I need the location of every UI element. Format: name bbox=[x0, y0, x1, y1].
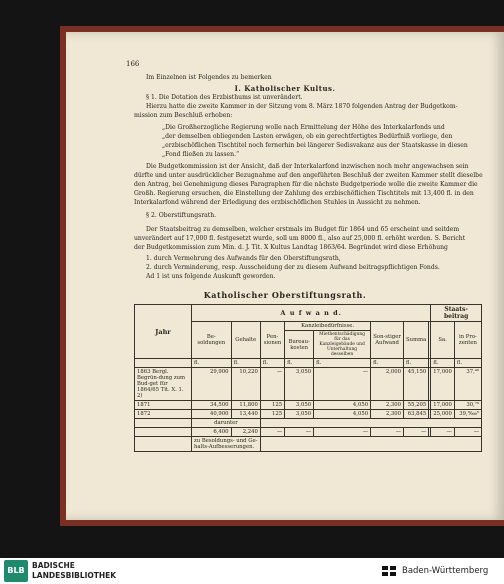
cell-sonst: 2,000 bbox=[371, 368, 404, 401]
col-jahr: Jahr bbox=[135, 305, 192, 359]
cell-dash: — bbox=[454, 428, 481, 437]
unit: fl. bbox=[231, 359, 260, 368]
cell-extra-b: 2,240 bbox=[231, 428, 260, 437]
body-line: „Die Großherzogliche Regierung wolle nach Ermittelung der Höhe des Interkalarfonds und bbox=[162, 124, 445, 131]
page-number: 166 bbox=[126, 60, 140, 68]
body-line: 2. durch Verminderung, resp. Ausscheidung der zu diesem Aufwand beitragspflichtigen Fonds. bbox=[146, 264, 440, 271]
cell-sa: 25,000 bbox=[431, 410, 455, 419]
col-prozenten: in Pro-zenten bbox=[454, 322, 481, 359]
cell-extra-label: zu Besoldungs- und Ge-halts-Aufbesserungen. bbox=[192, 437, 261, 452]
blb-line2: LANDESBIBLIOTHEK bbox=[32, 571, 117, 580]
col-staatsbeitrag: Staats-beitrag bbox=[431, 305, 482, 322]
cell-gehalte: 11,800 bbox=[231, 401, 260, 410]
cell-dash: — bbox=[260, 428, 284, 437]
blb-logo: BLB bbox=[4, 560, 28, 582]
body-line: Der Staatsbeitrag zu demselben, welcher erstmals im Budget für 1864 und 65 erscheint und seitdem bbox=[146, 226, 460, 233]
budget-table bbox=[134, 304, 482, 452]
cell-gehalte: 10,220 bbox=[231, 368, 260, 401]
col-miethe: Miethentschädigung für das Kanzleigebäude und Unterhaltung desselben bbox=[314, 331, 371, 359]
blb-name bbox=[32, 561, 116, 581]
body-line: der Budgetkommission zum Min. d. J. Tit. X Kultus Landtag 1863/64. Begründet wird diese Erhöhung bbox=[134, 244, 448, 251]
col-pensionen: Pen-sionen bbox=[260, 322, 284, 359]
book-page bbox=[66, 32, 504, 520]
cell-sa: 17,000 bbox=[431, 368, 455, 401]
table-row bbox=[135, 401, 482, 410]
cell-dash: — bbox=[431, 428, 455, 437]
cell-miethe: 4,050 bbox=[314, 410, 371, 419]
cell-bureau: 3,050 bbox=[285, 410, 314, 419]
cell-dash: — bbox=[371, 428, 404, 437]
table-row-extra bbox=[135, 437, 482, 452]
table-row bbox=[135, 410, 482, 419]
cell-besold: 34,500 bbox=[192, 401, 232, 410]
col-sa: Sa. bbox=[431, 322, 455, 359]
col-aufwand: A u f w a n d. bbox=[192, 305, 431, 322]
cell-summa: 55,205 bbox=[404, 401, 429, 410]
cell-dash: — bbox=[314, 428, 371, 437]
col-summa: Summa bbox=[404, 322, 429, 359]
cell-bureau: 3,050 bbox=[285, 368, 314, 401]
body-line: § 1. Die Dotation des Erzbisthums ist unverändert. bbox=[146, 94, 303, 101]
unit: fl. bbox=[371, 359, 404, 368]
unit: fl. bbox=[454, 359, 481, 368]
cell-pct: 39,‱⁵ bbox=[454, 410, 481, 419]
body-line: dürfte und unter ausdrücklicher Bezugnahme auf den angeführten Beschluß der zweiten Kammer stellt dieselbe bbox=[134, 172, 483, 179]
cell-extra-a: 6,400 bbox=[192, 428, 232, 437]
unit: fl. bbox=[285, 359, 314, 368]
col-gehalte: Gehalte bbox=[231, 322, 260, 359]
section-heading: I. Katholischer Kultus. bbox=[234, 84, 336, 93]
cell-pens: 125 bbox=[260, 401, 284, 410]
cell-sonst: 2,300 bbox=[371, 410, 404, 419]
cell-darunter: darunter bbox=[192, 419, 261, 428]
unit: fl. bbox=[260, 359, 284, 368]
cell-jahr: 1871 bbox=[135, 401, 192, 410]
col-kanzlei: Kanzleibedürfnisse. bbox=[285, 322, 371, 331]
unit: fl. bbox=[314, 359, 371, 368]
cell-jahr: 1872 bbox=[135, 410, 192, 419]
body-line: Großh. Regierung ersuchen, die Einstellung der Zahlung des erzbischöflichen Tischtitels mit 13,400 fl. in den bbox=[134, 190, 474, 197]
unit: fl. bbox=[192, 359, 232, 368]
bw-text: Baden-Württemberg bbox=[402, 566, 489, 576]
cell-miethe: 4,050 bbox=[314, 401, 371, 410]
cell-dash: — bbox=[404, 428, 429, 437]
intro-line: Im Einzelnen ist Folgendes zu bemerken bbox=[146, 74, 272, 81]
cell-besold: 29,900 bbox=[192, 368, 232, 401]
table-title: Katholischer Oberstiftungsrath. bbox=[203, 290, 367, 300]
col-bureaukosten: Bureau-kosten bbox=[285, 331, 314, 359]
cell-gehalte: 13,440 bbox=[231, 410, 260, 419]
body-line: 1. durch Vermehrung des Aufwands für den Oberstiftungsrath, bbox=[146, 255, 341, 262]
body-line: „Fond fließen zu lassen.“ bbox=[162, 151, 240, 158]
unit: fl. bbox=[404, 359, 429, 368]
body-line: „erzbischöflichen Tischtitel noch fernerhin bei längerer Sedisvakanz aus der Staatskasse in diesen bbox=[162, 142, 468, 149]
cell-pct: 37,⁴⁶ bbox=[454, 368, 481, 401]
body-line: Die Budgetkommission ist der Ansicht, daß der Interkalarfond inzwischen noch mehr angewachsen sein bbox=[146, 163, 469, 170]
cell-miethe: — bbox=[314, 368, 371, 401]
col-besoldungen: Be-soldungen bbox=[192, 322, 232, 359]
body-line: „der demselben obliegenden Lasten erwägen, ob ein gerechtfertigtes Bedürfniß vorliege, den bbox=[162, 133, 453, 140]
body-line: unverändert auf 17,000 fl. festgesetzt wurde, soll um 8000 fl., also auf 25,000 fl. erhöht werden. S. Bericht bbox=[134, 235, 466, 242]
col-sonstiger: Son-stiger Aufwand bbox=[371, 322, 404, 359]
baden-wuerttemberg-logo bbox=[380, 562, 398, 580]
cell-pct: 30,⁷⁹ bbox=[454, 401, 481, 410]
cell-summa: 45,150 bbox=[404, 368, 429, 401]
blb-line1: BADISCHE bbox=[32, 561, 75, 570]
cell-sonst: 2,300 bbox=[371, 401, 404, 410]
body-line: Interkalarfond während der Erledigung des erzbischöflichen Stuhles in Aussicht zu nehmen. bbox=[134, 199, 421, 206]
body-line: § 2. Oberstiftungsrath. bbox=[146, 212, 217, 219]
table-row-extra bbox=[135, 419, 482, 428]
cell-sa: 17,000 bbox=[431, 401, 455, 410]
cell-jahr: 1863 Bergl. Begrün-dung zum Bud-get für 1864/65 Tit. X. 1. 2) bbox=[135, 368, 192, 401]
body-line: mission zum Beschluß erhoben: bbox=[134, 112, 233, 119]
body-line: den Antrag, bei Genehmigung dieses Paragraphen für die nächste Budgetperiode wolle die zweite Kammer die bbox=[134, 181, 478, 188]
cell-pens: 125 bbox=[260, 410, 284, 419]
body-line: Hierzu hatte die zweite Kammer in der Sitzung vom 8. März 1870 folgenden Antrag der Budgetkom- bbox=[146, 103, 458, 110]
unit: fl. bbox=[431, 359, 455, 368]
cell-summa: 63,845 bbox=[404, 410, 429, 419]
cell-dash: — bbox=[285, 428, 314, 437]
body-line: Ad 1 ist uns folgende Auskunft geworden. bbox=[146, 273, 276, 280]
table-row bbox=[135, 368, 482, 401]
cell-besold: 40,900 bbox=[192, 410, 232, 419]
cell-bureau: 3,050 bbox=[285, 401, 314, 410]
table-row-extra bbox=[135, 428, 482, 437]
cell-pens: — bbox=[260, 368, 284, 401]
